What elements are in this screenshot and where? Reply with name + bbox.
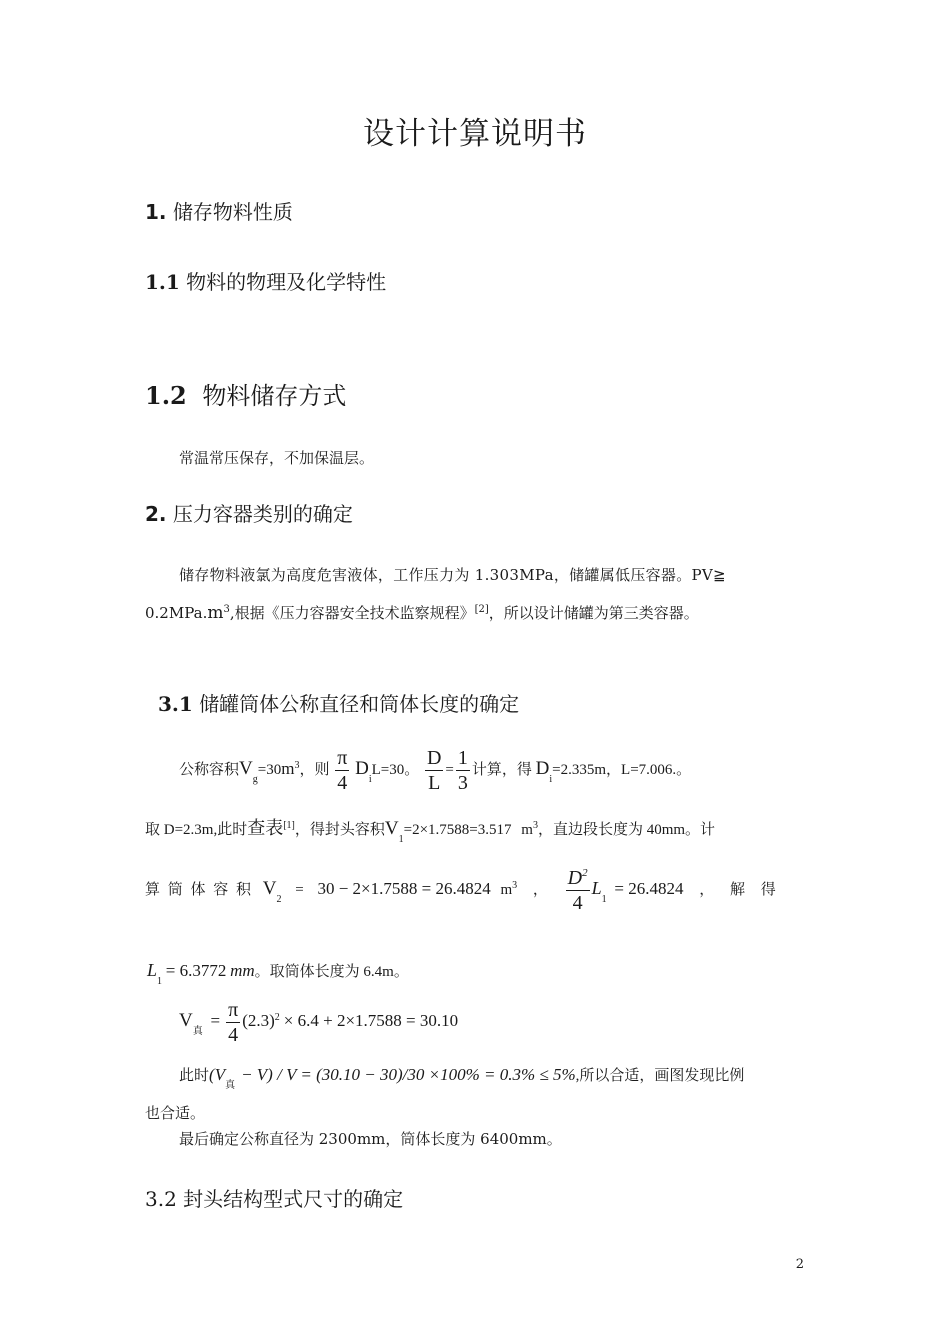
eq4-tail: 。取筒体长度为 6.4m。 — [254, 964, 409, 980]
eq2-exp: 3 — [532, 820, 538, 831]
eq3-V: V — [262, 877, 277, 899]
eq6-a: 此时 — [179, 1068, 210, 1084]
eq2-d: ，直边段长度为 40mm。计 — [537, 822, 716, 838]
eq5-pi-over-4-fraction — [226, 1000, 240, 1045]
eq5-four: 4 — [228, 1024, 239, 1046]
eq3-dexp: 2 — [582, 867, 588, 879]
equation-true-volume — [179, 1000, 458, 1045]
heading-2-text: 压力容器类别的确定 — [172, 502, 353, 526]
eq1-result: =2.335m，L=7.006.。 — [552, 761, 692, 778]
eq1-D2: D — [535, 757, 550, 779]
unit-m: m — [207, 603, 224, 623]
heading-1-1 — [145, 266, 386, 295]
eq6-b: − V) / V = (30.10 − 30)/30 ×100% = 0.3% ≤ 5% — [241, 1065, 576, 1084]
eq1-i: i — [368, 773, 372, 785]
eq2-a: 取 D=2.3m,此时 — [145, 822, 248, 838]
eq5-V: V — [179, 1009, 193, 1031]
eq2-b: ，得封头容积 — [294, 822, 385, 838]
eq4-one: 1 — [157, 976, 163, 987]
d-over-l-fraction — [425, 748, 443, 793]
pressure-value: 0.2MPa. — [145, 604, 208, 622]
eq5-pi: π — [228, 999, 239, 1021]
eq2-chabiao: 查表 — [247, 818, 284, 838]
eq3-L: L — [591, 877, 602, 898]
eq5-exp: 2 — [274, 1011, 280, 1023]
reference-2: [2] — [474, 604, 489, 615]
eq5-a: (2.3) — [242, 1010, 275, 1030]
eq3-eq: = — [295, 881, 304, 898]
eq3-four: 4 — [572, 892, 583, 914]
heading-2 — [145, 498, 353, 527]
heading-2-number: 2. — [145, 502, 167, 526]
heading-3-1 — [158, 688, 519, 717]
heading-1-2-number: 1.2 — [145, 381, 187, 410]
eq5-zhen: 真 — [192, 1025, 203, 1037]
pi-over-4-fraction — [335, 748, 349, 793]
d2-over-4-fraction — [566, 868, 590, 913]
eq1-ze: ，则 — [299, 761, 330, 778]
eq1-V: V — [239, 757, 253, 779]
page-number: 2 — [795, 1257, 804, 1272]
storage-paragraph: 常温常压保存，不加保温层。 — [179, 449, 375, 467]
heading-3-1-number: 3.1 — [158, 692, 193, 716]
regulation-text: ,根据《压力容器安全技术监察规程》 — [229, 604, 475, 622]
one-third-fraction — [456, 748, 470, 793]
eq1-three: 3 — [457, 772, 468, 794]
eq3-D2 — [566, 868, 590, 891]
eq2-one: 1 — [398, 834, 404, 845]
eq1-m: m — [281, 758, 295, 778]
eq1-eq: = — [445, 761, 454, 778]
equation-shell-volume — [145, 868, 782, 913]
equation-volume — [179, 748, 691, 793]
heading-3-1-text: 储罐筒体公称直径和筒体长度的确定 — [199, 692, 520, 716]
eq3-comma2: ， — [699, 881, 715, 898]
eq2-m: m — [521, 822, 533, 838]
eq3-jiede: 解 得 — [730, 881, 782, 898]
heading-3-2: 3.2 封头结构型式尺寸的确定 — [145, 1187, 404, 1211]
category-paragraph-line1: 储存物料液氯为高度危害液体，工作压力为 1.303MPa，储罐属低压容器。PV≧ — [179, 566, 726, 584]
eq1-one: 1 — [457, 747, 468, 769]
heading-1-number: 1. — [145, 200, 167, 224]
final-paragraph: 最后确定公称直径为 2300mm，筒体长度为 6400mm。 — [179, 1130, 562, 1148]
eq1-pi: π — [337, 747, 348, 769]
eq1-prefix: 公称容积 — [179, 761, 240, 778]
eq4-val: = 6.3772 — [165, 961, 227, 980]
eq2-c: =2×1.7588=3.517 — [403, 822, 512, 838]
eq5-eq: = — [210, 1010, 221, 1030]
eq4-L: L — [147, 960, 158, 980]
eq1-Dn: D — [426, 747, 442, 769]
eq1-30: =30 — [257, 761, 282, 778]
heading-1-2 — [145, 376, 346, 411]
eq3-expr: 30 − 2×1.7588 = 26.4824 — [317, 878, 491, 898]
eq3-exp: 3 — [512, 879, 518, 891]
eq1-calc: 计算，得 — [471, 761, 532, 778]
category-conclusion: ，所以设计储罐为第三类容器。 — [488, 604, 699, 622]
eq1-D: D — [355, 757, 369, 779]
eq1-four: 4 — [337, 772, 348, 794]
category-paragraph-line2 — [145, 602, 699, 623]
eq3-D: D — [567, 867, 583, 889]
eq4-mm: mm — [230, 961, 255, 980]
eq6-V: V — [214, 1065, 226, 1084]
eq3-two: 2 — [276, 893, 282, 905]
equation-head-volume — [145, 814, 716, 845]
heading-1-1-number: 1.1 — [145, 270, 180, 294]
eq1-L30: L=30。 — [371, 761, 420, 778]
eq3-a: 算 筒 体 容 积 — [145, 881, 254, 898]
eq2-V: V — [384, 818, 399, 839]
heading-1-2-text: 物料储存方式 — [202, 382, 347, 410]
heading-1-1-text: 物料的物理及化学特性 — [186, 270, 387, 294]
eq1-g: g — [252, 773, 258, 785]
eq3-one: 1 — [601, 893, 607, 905]
equation-error-check — [179, 1064, 745, 1091]
fit-paragraph: 也合适。 — [145, 1104, 206, 1122]
eq1-Ld: L — [428, 772, 441, 794]
eq3-result: = 26.4824 — [614, 878, 684, 898]
page-title: 设计计算说明书 — [363, 116, 587, 152]
equation-length — [147, 960, 409, 987]
eq5-b: × 6.4 + 2×1.7588 = 30.10 — [283, 1010, 459, 1030]
unit-exp: 3 — [223, 604, 230, 615]
heading-1 — [145, 196, 293, 225]
heading-1-text: 储存物料性质 — [172, 200, 293, 224]
eq1-i2: i — [549, 773, 553, 785]
eq6-zhen: 真 — [225, 1080, 236, 1091]
eq6-c: ,所以合适，画图发现比例 — [575, 1068, 745, 1084]
eq1-exp: 3 — [294, 759, 300, 771]
reference-1: [1] — [283, 820, 295, 831]
eq6-open: ( — [209, 1065, 215, 1084]
eq3-comma: ， — [532, 881, 548, 898]
eq3-m: m — [500, 881, 513, 898]
